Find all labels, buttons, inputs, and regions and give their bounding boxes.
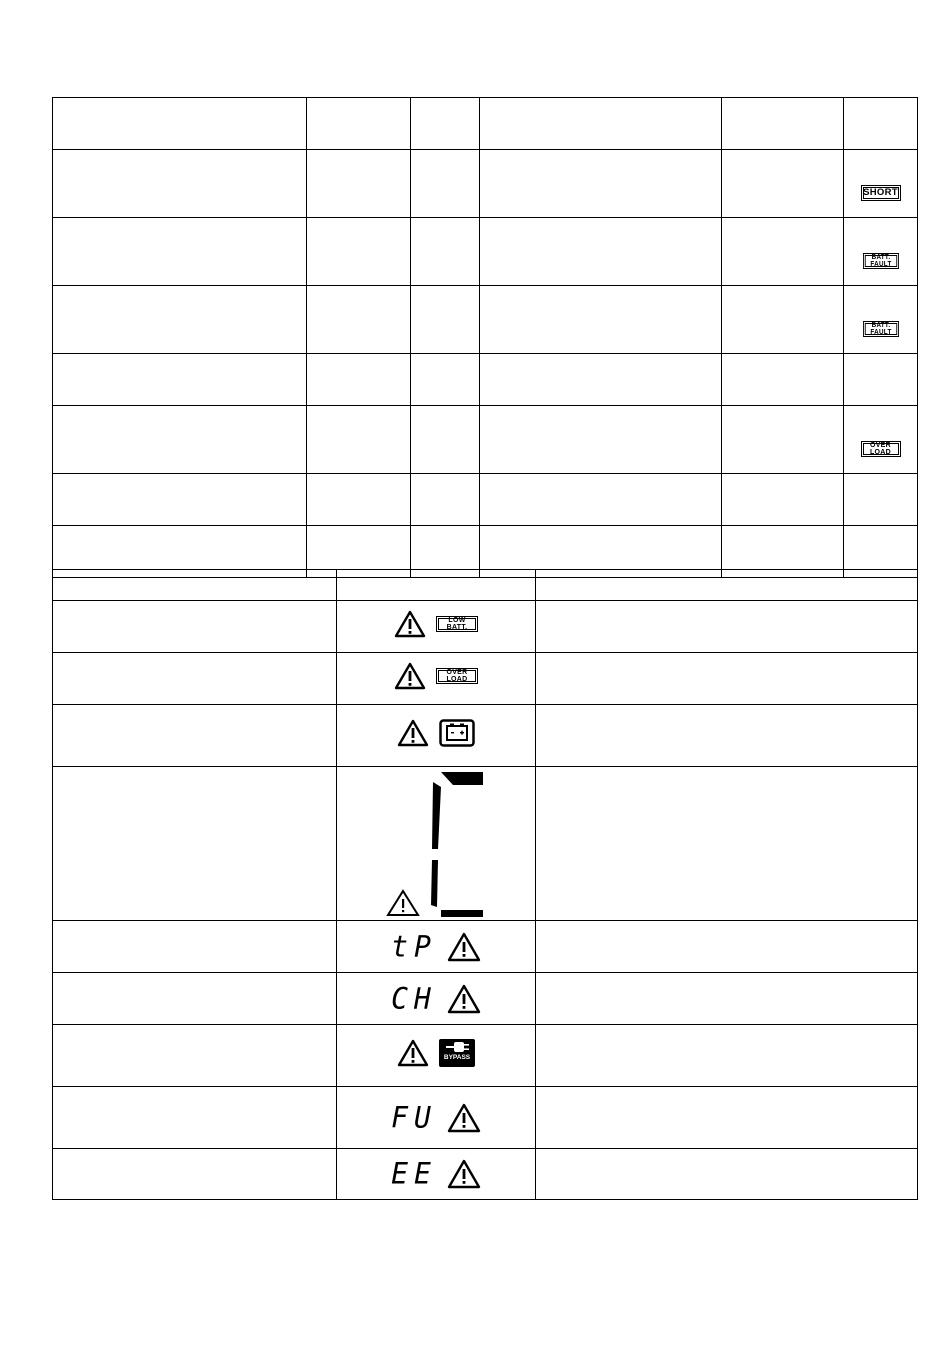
header-cell xyxy=(337,570,536,601)
table-row xyxy=(53,705,918,767)
table-row xyxy=(53,1149,918,1200)
segment-code: CH xyxy=(391,980,437,1016)
segment-display-icon xyxy=(337,767,536,920)
table-row xyxy=(53,1087,918,1149)
bypass-icon xyxy=(439,1039,475,1067)
low-batt-icon: LOW BATT. xyxy=(436,616,478,632)
table-row xyxy=(53,1025,918,1087)
table-row xyxy=(53,218,918,286)
warning-icon xyxy=(394,610,426,638)
batt-fault-icon: BATT. FAULT xyxy=(863,253,899,269)
table-header-row xyxy=(53,98,918,150)
table-row xyxy=(53,354,918,406)
header-cell xyxy=(536,570,918,601)
table-row xyxy=(53,150,918,218)
warning-icon xyxy=(447,984,481,1014)
warning-icon xyxy=(447,1103,481,1133)
batt-fault-icon: BATT. FAULT xyxy=(863,321,899,337)
warning-icon xyxy=(447,1159,481,1189)
segment-code: tP xyxy=(391,928,437,964)
warning-icon xyxy=(447,932,481,962)
table-row xyxy=(53,406,918,474)
table-row xyxy=(53,474,918,526)
table-row xyxy=(53,286,918,354)
header-cell xyxy=(844,98,918,150)
warning-icon xyxy=(397,1039,429,1067)
table-row xyxy=(53,767,918,921)
warning-table xyxy=(52,569,918,1200)
table-row xyxy=(53,921,918,973)
plug-icon xyxy=(442,1039,472,1055)
header-cell xyxy=(411,98,480,150)
header-cell xyxy=(307,98,411,150)
short-icon: SHORT xyxy=(861,185,901,201)
warning-icon xyxy=(397,719,429,747)
table-row xyxy=(53,973,918,1025)
table-row xyxy=(53,653,918,705)
fault-table xyxy=(52,97,918,578)
over-load-icon: OVER LOAD xyxy=(436,668,478,684)
segment-code: EE xyxy=(391,1156,437,1191)
table-row xyxy=(53,601,918,653)
header-cell xyxy=(722,98,844,150)
over-load-icon: OVER LOAD xyxy=(861,441,901,457)
table-header-row xyxy=(53,570,918,601)
battery-icon xyxy=(439,719,475,747)
header-cell xyxy=(53,98,307,150)
header-cell xyxy=(480,98,722,150)
header-cell xyxy=(53,570,337,601)
segment-code: FU xyxy=(391,1099,437,1135)
bypass-label: BYPASS xyxy=(443,1054,471,1061)
warning-icon xyxy=(394,662,426,690)
